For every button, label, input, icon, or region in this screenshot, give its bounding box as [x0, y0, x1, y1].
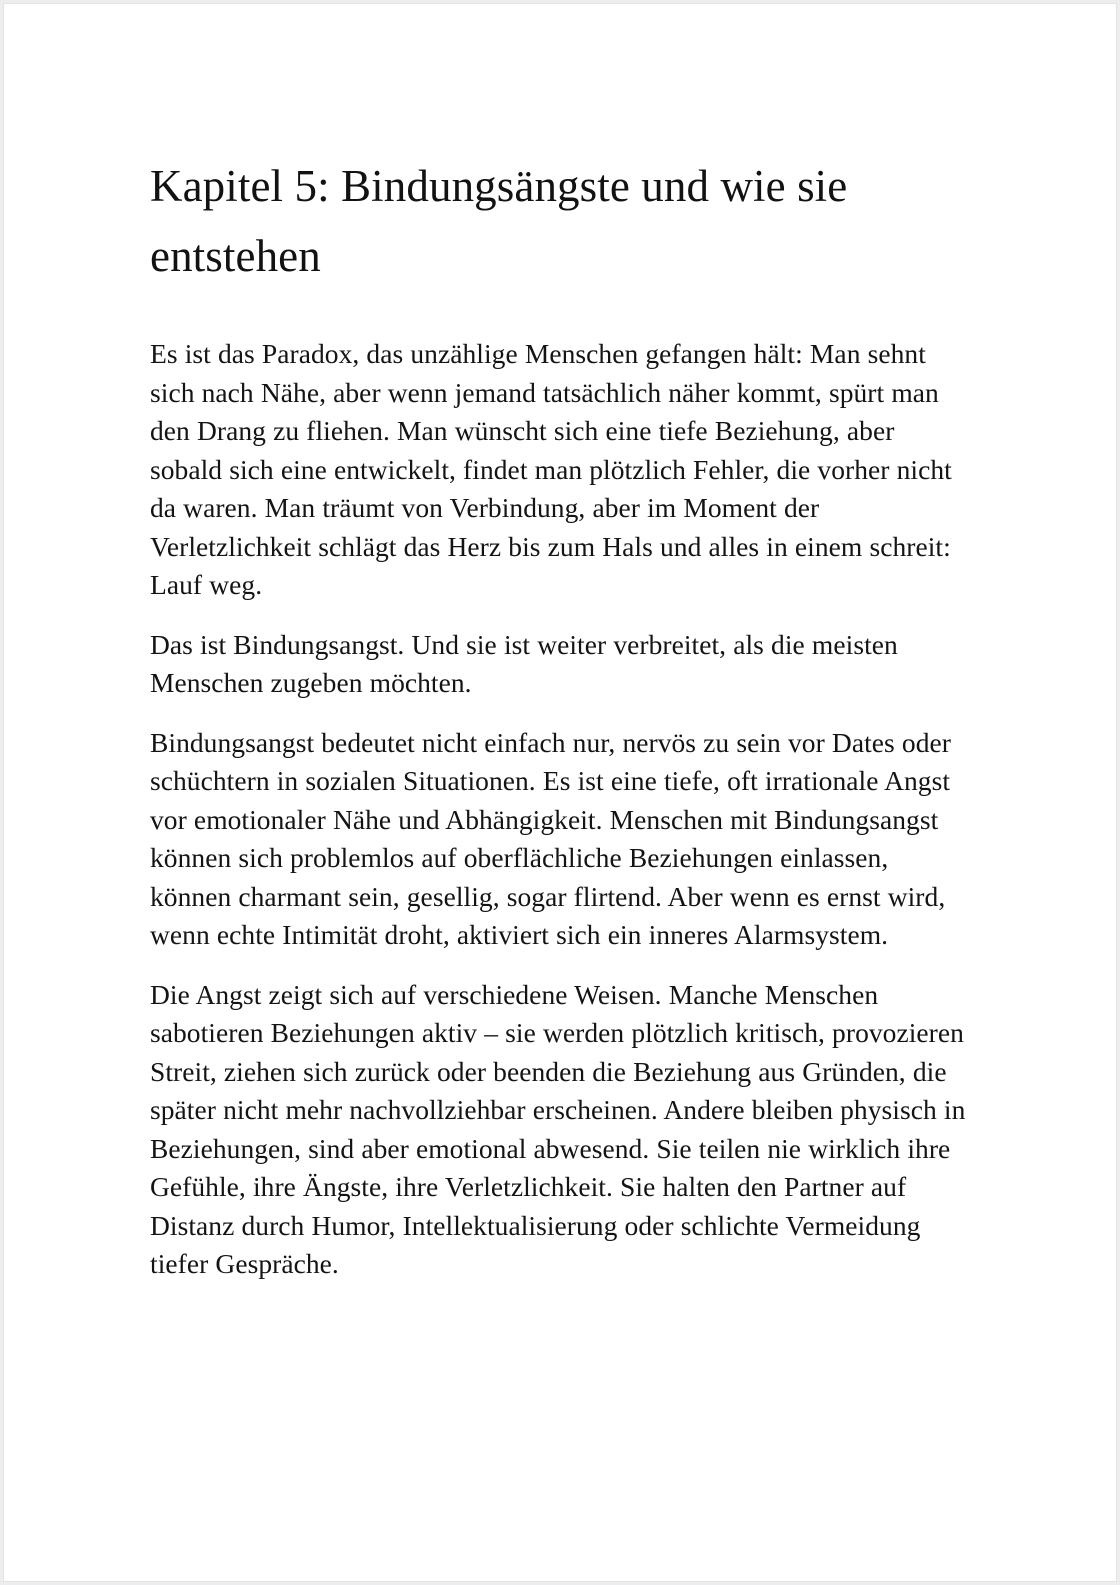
body-paragraph: Die Angst zeigt sich auf verschiedene Weisen. Manche Menschen sabotieren Beziehungen aktiv – sie werden plötzlich kritisch, provozieren Streit, ziehen sich zurück oder beenden die Beziehung aus Gründen, die später nicht mehr nachvollziehbar erscheinen. Andere bleiben physisch in Beziehungen, sind aber emotional abwesend. Sie teilen nie wirklich ihre Gefühle, ihre Ängste, ihre Verletzlichkeit. Sie halten den Partner auf Distanz durch Humor, Intellektualisierung oder schlichte Vermeidung tiefer Gespräche. — [150, 978, 966, 1279]
page-title: Kapitel 5: Bindungsängste und wie sie entstehen — [150, 161, 848, 281]
page-content-column — [150, 3, 972, 1284]
body-paragraph: Das ist Bindungsangst. Und sie ist weiter verbreitet, als die meisten Menschen zugeben möchten. — [150, 628, 898, 698]
body-paragraph: Es ist das Paradox, das unzählige Menschen gefangen hält: Man sehnt sich nach Nähe, aber wenn jemand tatsächlich näher kommt, spürt man den Drang zu fliehen. Man wünscht sich eine tiefe Beziehung, aber sobald sich eine entwickelt, findet man plötzlich Fehler, die vorher nicht da waren. Man träumt von Verbindung, aber im Moment der Verletzlichkeit schlägt das Herz bis zum Hals und alles in einem schreit: Lauf weg. — [150, 338, 952, 600]
body-text-block — [150, 291, 972, 1284]
body-paragraph: Bindungsangst bedeutet nicht einfach nur, nervös zu sein vor Dates oder schüchtern in sozialen Situationen. Es ist eine tiefe, oft irrationale Angst vor emotionaler Nähe und Abhängigkeit. Menschen mit Bindungsangst können sich problemlos auf oberflächliche Beziehungen einlassen, können charmant sein, gesellig, sogar flirtend. Aber wenn es ernst wird, wenn echte Intimität droht, aktiviert sich ein inneres Alarmsystem. — [150, 726, 951, 950]
